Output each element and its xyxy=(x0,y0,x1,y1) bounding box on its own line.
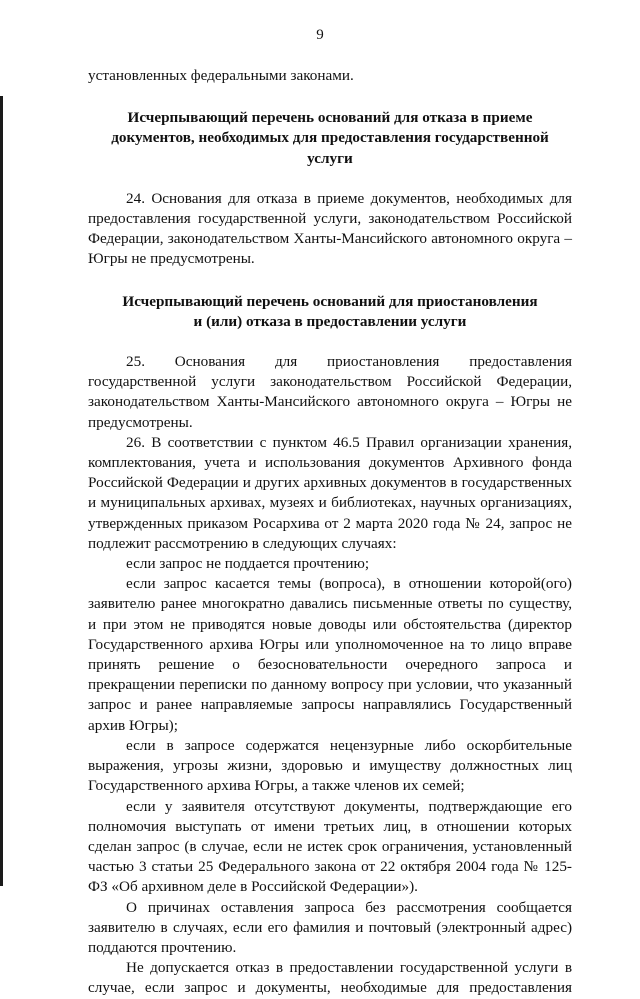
page-number: 9 xyxy=(316,27,324,43)
paragraph-notice: О причинах оставления запроса без рассмотрения сообщается заявителю в случаях, если его фамилия и почтовый (электронный адрес) поддаются прочтению. xyxy=(88,898,572,956)
case-unreadable: если запрос не поддается прочтению; xyxy=(126,555,370,573)
case-no-authority: если у заявителя отсутствуют документы, подтверждающие его полномочия выступать от имени третьих лиц, в отношении которых сделан запрос (в случае, если не истек срок ограничения, установленный частью 3 статьи 25 Федерального закона от 22 октября 2004 года № 125-ФЗ «Об архивном деле в Российской Федерации»). xyxy=(88,797,572,896)
paragraph-24: 24. Основания для отказа в приеме документов, необходимых для предоставления государственной услуги, законодательством Российской Федерации, законодательством Ханты-Мансийского автономного округа – Югры не предусмотрены. xyxy=(88,189,572,268)
paragraph-26: 26. В соответствии с пунктом 46.5 Правил организации хранения, комплектования, учета и использования документов Архивного фонда Российской Федерации и других архивных документов в государственных и муниципальных архивах, музеях и библиотеках, научных организациях, утвержденных приказом Росархива от 2 марта 2020 года № 24, запрос не подлежит рассмотрению в следующих случаях: xyxy=(88,433,572,552)
paragraph-continuation: установленных федеральными законами. xyxy=(88,67,354,84)
heading-line-2: документов, необходимых для предоставления государственной услуги xyxy=(111,129,549,167)
document-body xyxy=(88,66,572,999)
section-heading-suspension xyxy=(88,292,572,332)
case-repeated-topic: если запрос касается темы (вопроса), в отношении которой(ого) заявителю ранее многократно давались письменные ответы по существу, и при этом не приводятся новые доводы или обстоятельства (директор Государственного архива Югры или уполномоченное на то лицо вправе принять решение о безосновательности очередного запроса и прекращении переписки по данному вопросу при условии, что указанный запрос и ранее направляемые запросы направлялись Государственный архив Югры); xyxy=(88,575,572,734)
heading-line-2: и (или) отказа в предоставлении услуги xyxy=(193,312,467,330)
paragraph-25: 25. Основания для приостановления предоставления государственной услуги законодательством Российской Федерации, законодательством Ханты-Мансийского автономного округа – Югры не предусмотрены. xyxy=(88,353,572,431)
section-heading-refusal-reception xyxy=(88,108,572,169)
case-obscene: если в запросе содержатся нецензурные либо оскорбительные выражения, угрозы жизни, здоровью и имуществу должностных лиц Государственного архива Югры, а также членов их семей; xyxy=(88,736,572,795)
paragraph-last: Не допускается отказ в предоставлении государственной услуги в случае, если запрос и документы, необходимые для предоставления xyxy=(88,959,572,997)
scan-edge-shadow xyxy=(0,96,3,886)
heading-line-1: Исчерпывающий перечень оснований для приостановления xyxy=(122,292,538,310)
heading-line-1: Исчерпывающий перечень оснований для отказа в приеме xyxy=(127,109,533,127)
